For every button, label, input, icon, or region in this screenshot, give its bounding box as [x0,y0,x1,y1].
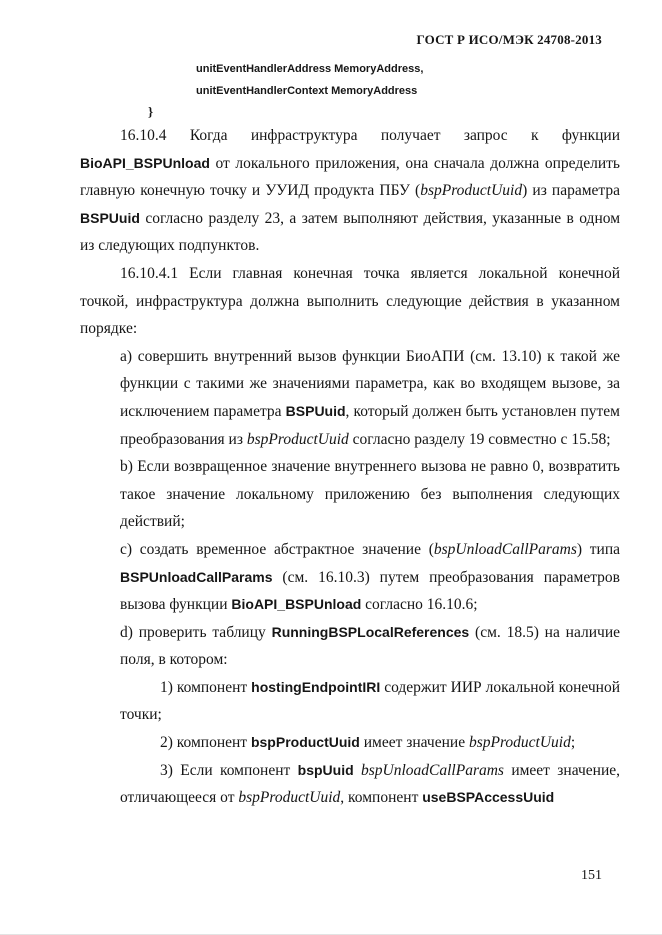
page-number: 151 [581,868,602,883]
page-footer [581,868,602,884]
text-segment: имеет значение [359,734,469,752]
text-segment: bspUnloadCallParams [433,540,577,558]
page-header [0,0,662,48]
text-segment: содержит ИИР локальной конечной точки; [120,678,620,724]
text-segment: , который должен быть установлен путем преобразования из [120,402,620,448]
text-segment [354,762,361,779]
text-segment: имеет значение, отличающееся от [120,761,620,807]
list-item-b [120,453,620,536]
list-item-d [120,619,620,674]
list-item-c [120,536,620,619]
code-block [196,58,620,102]
paragraph-16-10-4 [80,122,620,260]
sub-item-1 [120,674,620,729]
text-segment: bspUnloadCallParams [361,761,504,779]
text-segment: BSPUuid [80,209,140,226]
text-segment: согласно разделу 23, а затем выполняют действия, указанные в одном из следующих подпунктов. [80,209,620,255]
text-segment: RunningBSPLocalReferences [271,623,470,640]
text-segment: BioAPI_BSPUnload [80,154,210,171]
text-segment: (см. 18.5) на наличие поля, в котором: [120,623,620,669]
code-line: unitEventHandlerAddress MemoryAddress, [196,63,424,75]
document-code: ГОСТ Р ИСО/МЭК 24708-2013 [416,32,602,47]
text-segment: d) проверить таблицу [120,623,272,641]
text-segment: согласно 16.10.6; [361,596,478,614]
text-segment: ) из параметра [522,182,621,200]
sub-item-2 [120,729,620,757]
text-segment: bspUuid [297,761,354,778]
text-segment: (см. 16.10.3) путем преобразования параметров вызова функции [120,568,620,614]
text-segment: BSPUnloadCallParams [120,568,273,585]
text-segment: 3) Если компонент [160,761,298,779]
text-segment: 16.10.4 Когда инфраструктура получает запрос к функции [120,127,620,144]
text-segment: bspProductUuid [246,430,349,448]
text-segment: согласно разделу 19 совместно с 15.58; [348,430,611,448]
text-segment: b) Если возвращенное значение внутреннего вызова не равно 0, возвратить такое значение локальному приложению без выполнения следующих действий; [120,458,620,531]
document-content [0,58,662,812]
text-segment: bspProductUuid [468,734,571,752]
text-segment: , компонент [340,789,423,807]
text-segment: BioAPI_BSPUnload [231,596,362,613]
text-segment: 1) компонент [160,678,252,696]
text-segment: bspProductUuid [420,182,523,200]
text-segment: от локального приложения, она сначала должна определить главную конечную точку и УУИД продукта ПБУ ( [80,154,620,200]
text-segment: c) создать временное абстрактное значение ( [120,540,434,558]
sub-item-3 [120,757,620,812]
text-segment: a) совершить внутренний вызов функции БиоАПИ (см. 13.10) к такой же функции с такими же значениями параметра, как во входящем вызове, за исключением параметра [120,347,620,420]
text-segment: bspProductUuid [238,789,341,807]
text-segment: 2) компонент [160,734,251,752]
text-segment: ; [570,734,576,752]
code-line: unitEventHandlerContext MemoryAddress [196,85,418,97]
paragraph-16-10-4-1 [80,260,620,343]
text-segment: ) типа [576,540,621,558]
text-segment: bspProductUuid [250,734,360,751]
list-item-a [120,343,620,453]
text-segment: 16.10.4.1 Если главная конечная точка является локальной конечной точкой, инфраструктура должна выполнить следующие действия в указанном порядке: [80,264,620,338]
text-segment: useBSPAccessUuid [422,789,555,806]
code-closing-brace: } [148,104,154,119]
text-segment: BSPUuid [285,402,346,419]
text-segment: hostingEndpointIRI [251,678,381,695]
